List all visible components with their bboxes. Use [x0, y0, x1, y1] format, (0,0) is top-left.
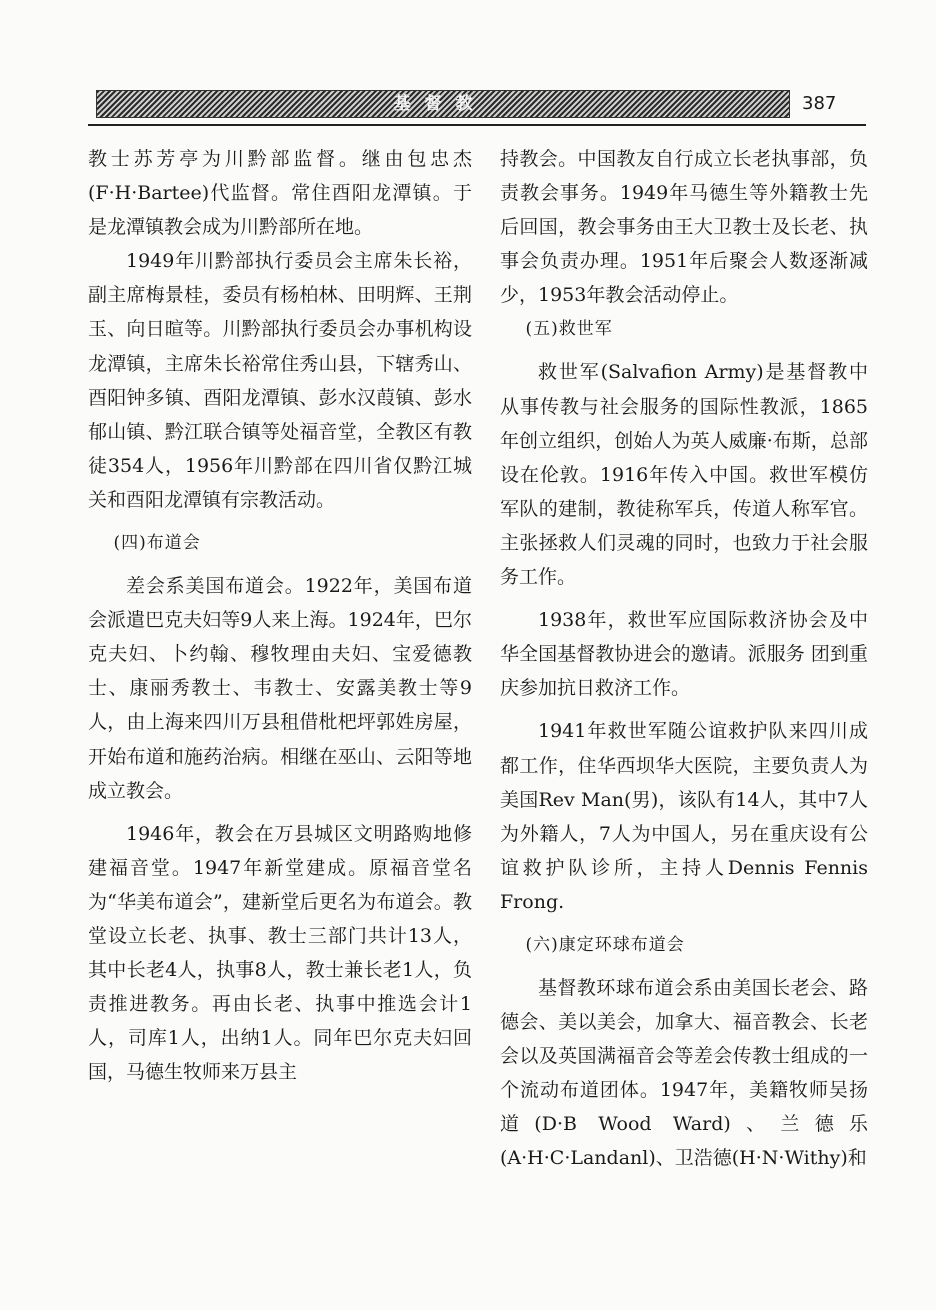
- paragraph: 救世军(Salvafion Army)是基督教中从事传教与社会服务的国际性教派，1865年创立组织，创始人为英人威廉·布斯，总部设在伦敦。1916年传入中国。救世军模仿军队的建制，教徒称军兵，传道人称军官。主张拯救人们灵魂的同时，也致力于社会服务工作。: [500, 361, 868, 589]
- paragraph: 1941年救世军随公谊救护队来四川成都工作，住华西坝华大医院，主要负责人为美国Rev Man(男)，该队有14人，其中7人为外籍人，7人为中国人，另在重庆设有公谊救护队诊所，主持人Dennis Fennis Frong.: [500, 720, 868, 913]
- header-rule: [88, 124, 866, 126]
- paragraph: 1949年川黔部执行委员会主席朱长裕，副主席梅景桂，委员有杨柏林、田明辉、王荆玉、向日暄等。川黔部执行委员会办事机构设龙潭镇，主席朱长裕常住秀山县，下辖秀山、酉阳钟多镇、酉阳龙潭镇、彭水汉葭镇、彭水郁山镇、黔江联合镇等处福音堂，全教区有教徒354人，1956年川黔部在四川省仅黔江城关和酉阳龙潭镇有宗教活动。: [88, 250, 472, 511]
- paragraph: 基督教环球布道会系由美国长老会、路德会、美以美会，加拿大、福音教会、长老会以及英国满福音会等差会传教士组成的一个流动布道团体。1947年，美籍牧师吴扬道(D·B Wood Ward)、兰德乐(A·H·C·Landanl)、卫浩德(H·N·Withy)和: [500, 976, 868, 1170]
- section-heading: (六)康定环球布道会: [525, 934, 685, 955]
- left-column: [88, 142, 472, 1089]
- running-header-title: 基督教: [393, 94, 487, 114]
- paragraph: 持教会。中国教友自行成立长老执事部，负责教会事务。1949年马德生等外籍教士先后回国，教会事务由王大卫教士及长老、执事会负责办理。1951年后聚会人数逐渐减少，1953年教会活动停止。: [500, 148, 868, 307]
- paragraph: 差会系美国布道会。1922年，美国布道会派遣巴克夫妇等9人来上海。1924年，巴尔克夫妇、卜约翰、穆牧理由夫妇、宝爱德教士、康丽秀教士、韦教士、安露美教士等9人，由上海来四川万县租借枇杷坪郭姓房屋，开始布道和施药治病。相继在巫山、云阳等地成立教会。: [88, 575, 472, 802]
- right-column: [500, 142, 868, 1176]
- paragraph: 教士苏芳亭为川黔部监督。继由包忠杰(F·H·Bartee)代监督。常住酉阳龙潭镇。于是龙潭镇教会成为川黔部所在地。: [88, 148, 472, 239]
- section-heading: (五)救世军: [525, 319, 613, 340]
- paragraph: 1938年，救世军应国际救济协会及中华全国基督教协进会的邀请。派服务 团到重庆参加抗日救济工作。: [500, 609, 868, 700]
- page-number: 387: [802, 93, 837, 114]
- section-heading: (四)布道会: [113, 533, 201, 554]
- paragraph: 1946年，教会在万县城区文明路购地修建福音堂。1947年新堂建成。原福音堂名为“华美布道会”，建新堂后更名为布道会。教堂设立长老、执事、教士三部门共计13人，其中长老4人，执事8人，教士兼长老1人，负责推进教务。再由长老、执事中推选会计1人，司库1人，出纳1人。同年巴尔克夫妇回国，马德生牧师来万县主: [88, 822, 472, 1084]
